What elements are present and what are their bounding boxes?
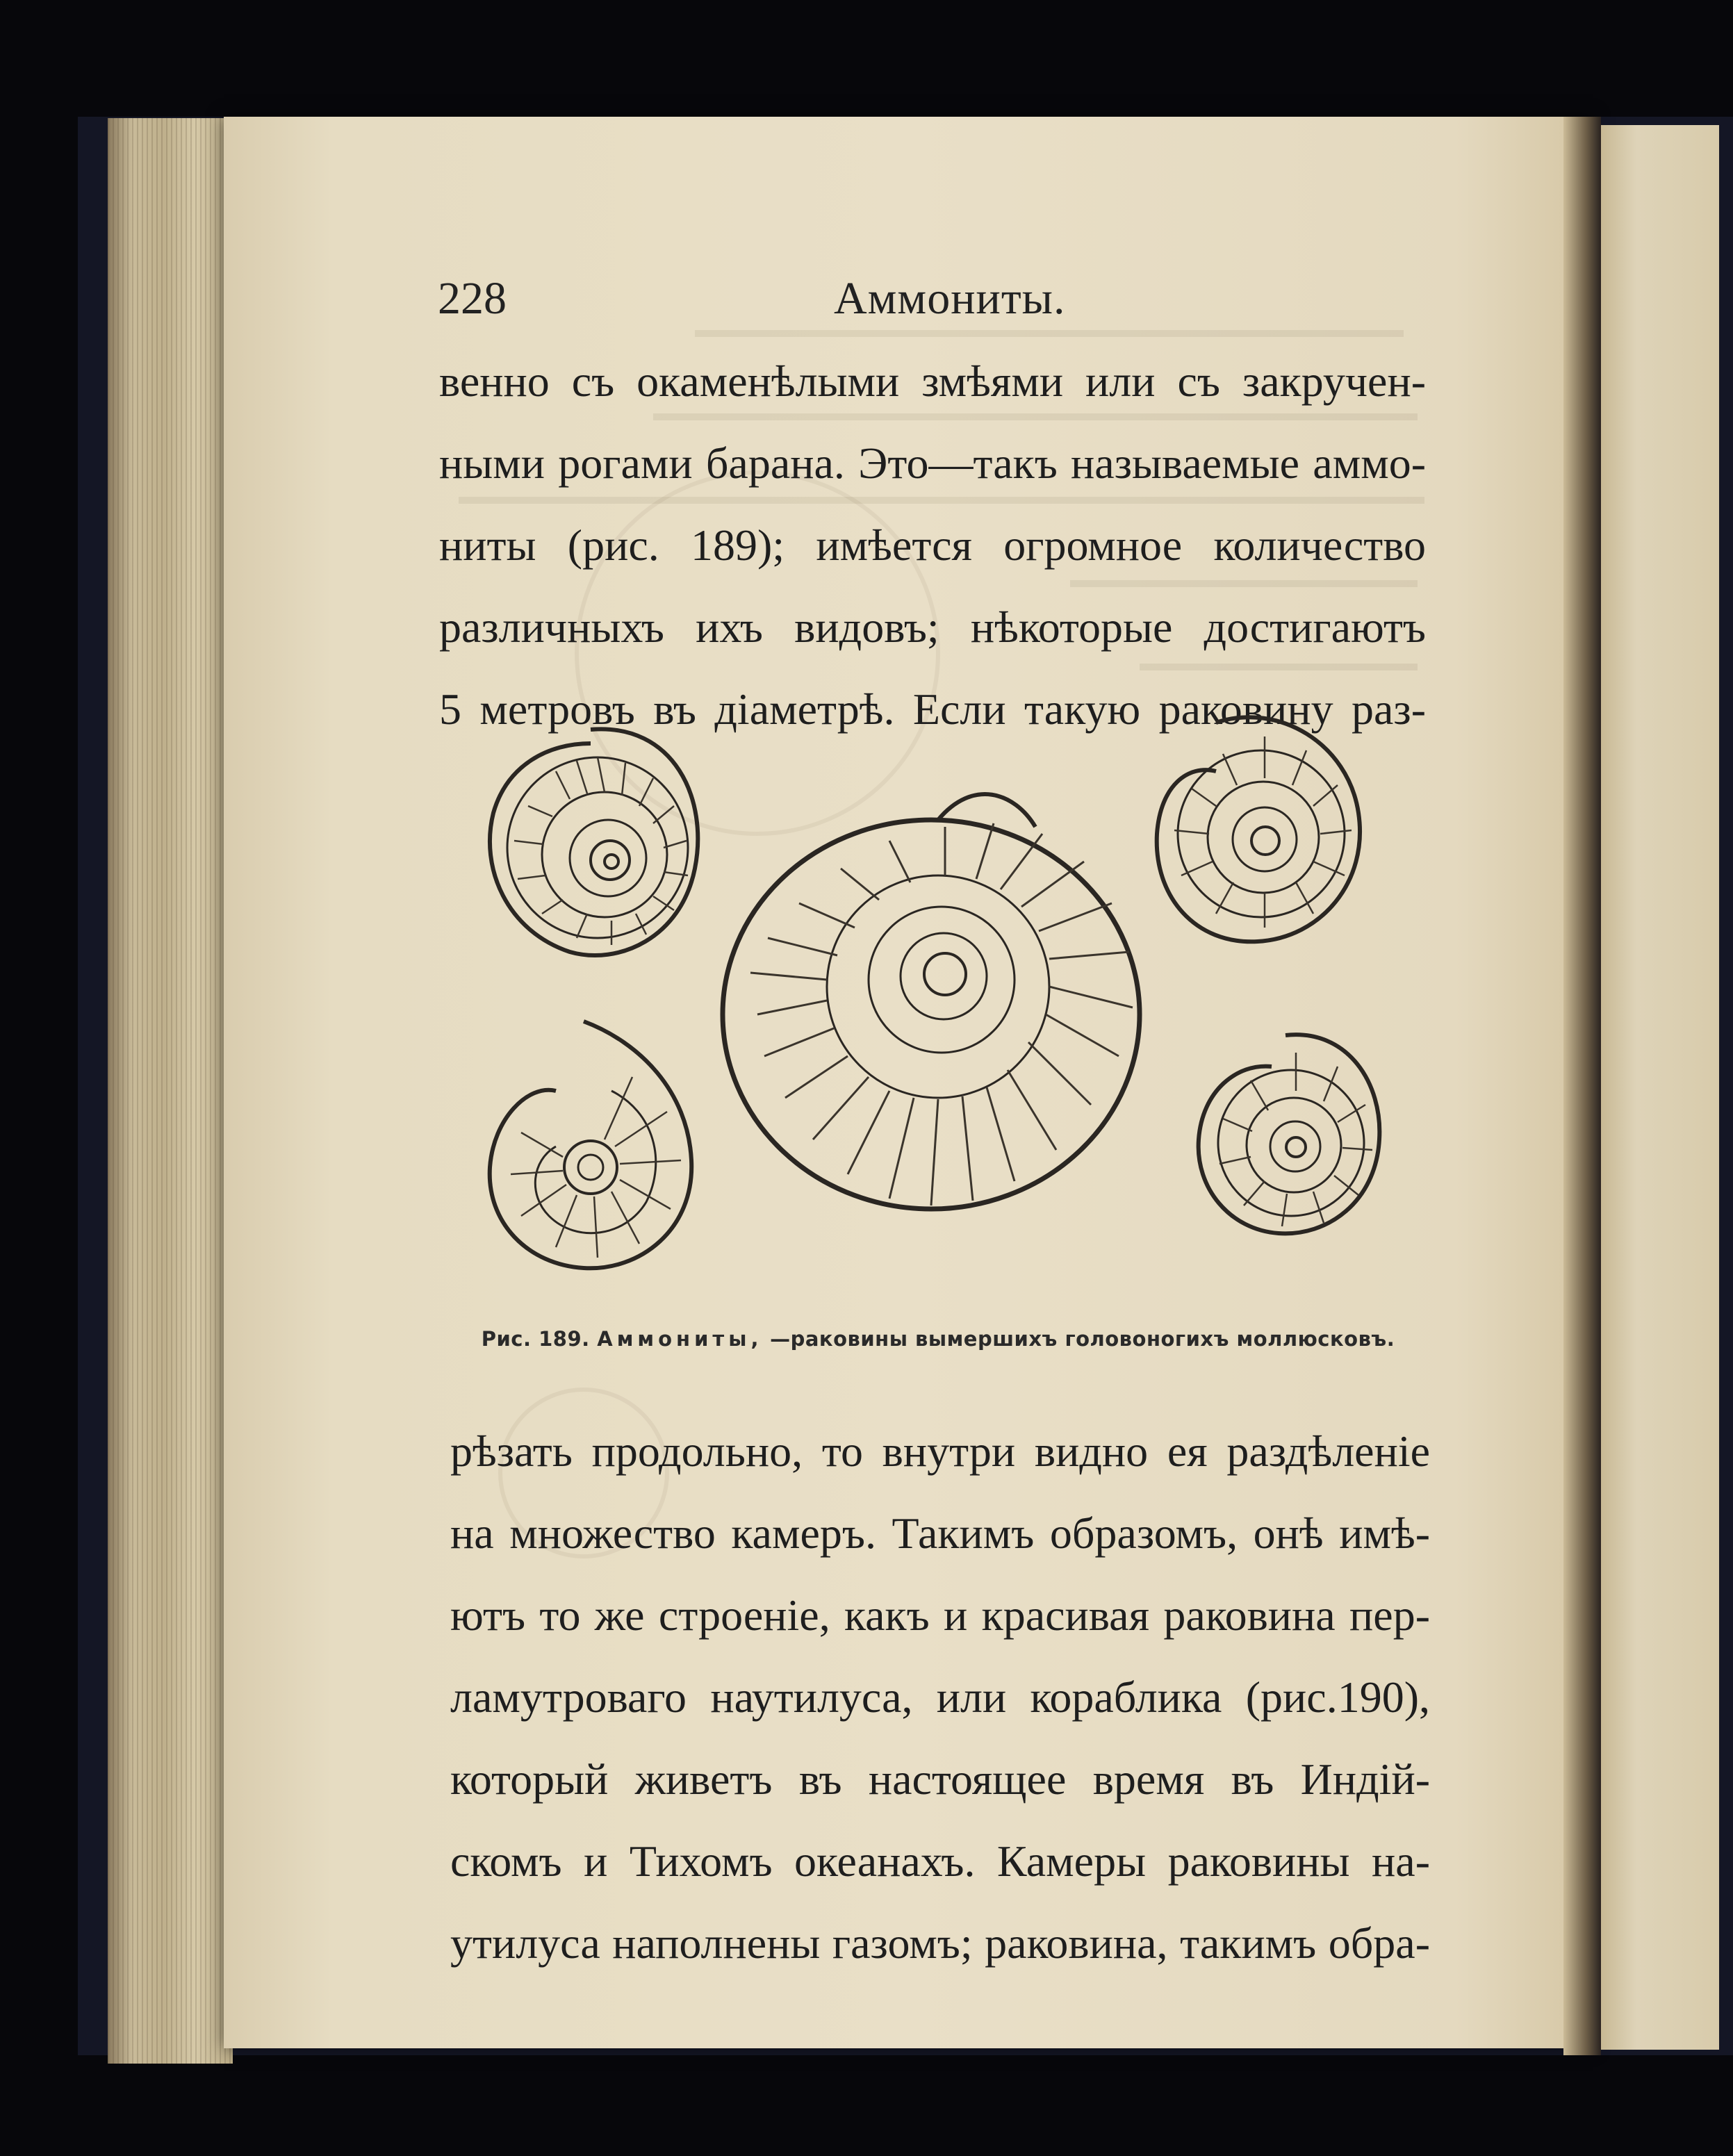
- text-line: ламутроваго наутилуса, или кораблика (рис.190),: [450, 1672, 1430, 1722]
- caption-label: Рис. 189.: [481, 1327, 590, 1351]
- next-page-edge: [1601, 125, 1719, 2050]
- figure-ammonites: [445, 681, 1431, 1306]
- page-number: 228: [438, 273, 507, 324]
- figure-caption: [445, 1327, 1431, 1351]
- text-line: который живетъ въ настоящее время въ Индій-: [450, 1754, 1430, 1804]
- ammonite-top-left: [466, 702, 716, 980]
- running-title: Аммониты.: [834, 273, 1066, 324]
- text-line: ютъ то же строеніе, какъ и красивая раковина пер-: [450, 1590, 1430, 1640]
- text-line: ниты (рис. 189); имѣется огромное количество: [439, 520, 1426, 570]
- page-header: [438, 272, 1424, 328]
- caption-description: —раковины вымершихъ головоногихъ моллюсковъ.: [762, 1327, 1395, 1351]
- text-line: на множество камеръ. Такимъ образомъ, онѣ имѣ-: [450, 1508, 1430, 1558]
- ammonite-top-right: [1140, 695, 1376, 959]
- caption-title: Аммониты,: [597, 1327, 763, 1351]
- body-text-bottom: [450, 1410, 1430, 1984]
- text-line: скомъ и Тихомъ океанахъ. Камеры раковины на-: [450, 1836, 1430, 1886]
- text-line: 5 метровъ въ діаметрѣ. Если такую раковину раз-: [439, 684, 1426, 734]
- ammonite-bottom-right: [1181, 1014, 1390, 1251]
- text-line: утилуса наполнены газомъ; раковина, такимъ обра-: [450, 1918, 1430, 1968]
- text-line: рѣзать продольно, то внутри видно ея раздѣленіе: [450, 1426, 1430, 1476]
- page-edges: [108, 118, 233, 2064]
- text-line: венно съ окаменѣлыми змѣями или съ закручен-: [439, 356, 1426, 406]
- book-gutter: [1563, 117, 1601, 2055]
- text-line: ными рогами барана. Это—такъ называемые аммо-: [439, 438, 1426, 488]
- ammonite-center-large: [709, 764, 1153, 1223]
- text-line: различныхъ ихъ видовъ; нѣкоторые достигаютъ: [439, 602, 1426, 652]
- ammonite-bottom-left: [473, 1007, 709, 1285]
